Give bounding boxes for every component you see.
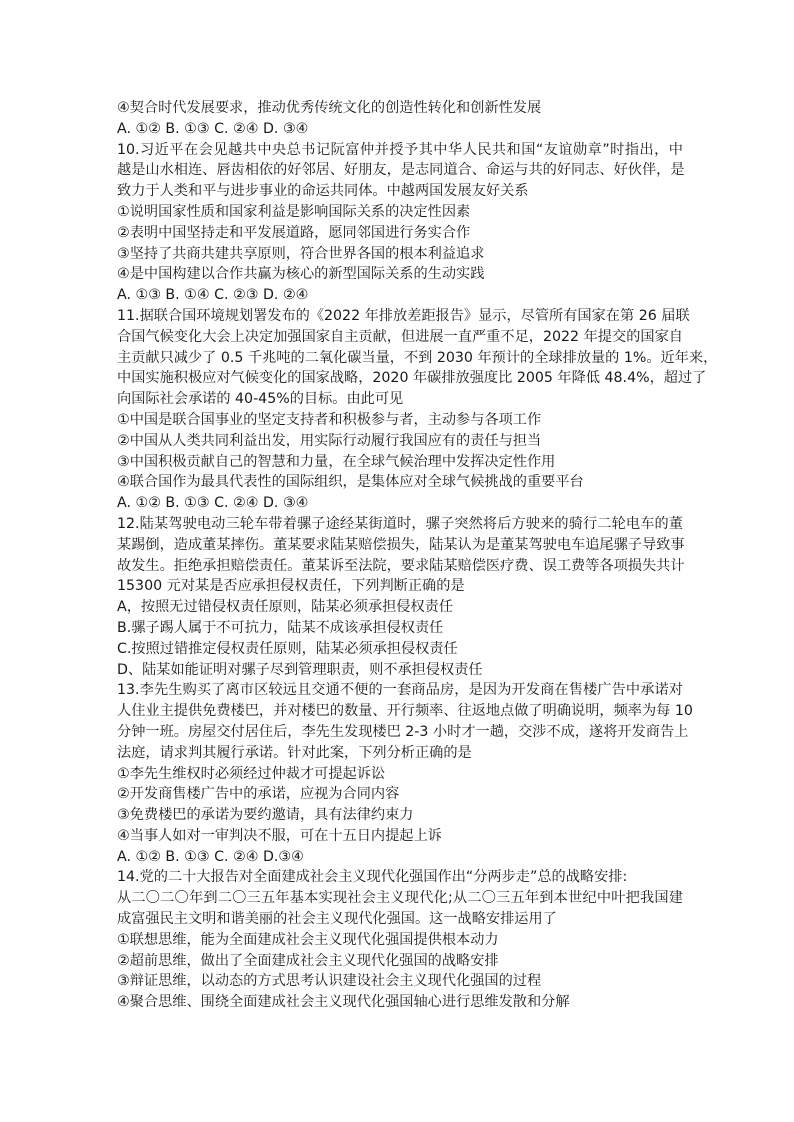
text-line: ④是中国构建以合作共赢为核心的新型国际关系的生动实践	[117, 266, 485, 283]
text-line: 14.党的二十大报告对全面建成社会主义现代化强国作出“分两步走”总的战略安排:	[117, 869, 628, 886]
text-line: 某踢倒，造成董某摔伤。董某要求陆某赔偿损失，陆某认为是董某驾驶电车追尾骡子导致事	[117, 536, 685, 553]
text-line: ①李先生维权时必须经过仲裁才可提起诉讼	[117, 765, 386, 782]
text-line: ③免费楼巴的承诺为要约邀请，具有法律约束力	[117, 807, 414, 824]
text-line: B.骡子踢人属于不可抗力，陆某不成该承担侵权责任	[117, 619, 444, 636]
text-line: ③中国积极贡献自己的智慧和力量，在全球气候治理中发挥决定性作用	[117, 453, 556, 470]
text-line: ②中国从人类共同利益出发，用实际行动履行我国应有的责任与担当	[117, 432, 542, 449]
text-line: C.按照过错推定侵权责任原则，陆某必须承担侵权责任	[117, 640, 458, 657]
text-line: A. ①② B. ①③ C. ②④ D.③④	[117, 848, 304, 865]
text-line: D、陆某如能证明对骡子尽到管理职责，则不承担侵权责任	[117, 661, 483, 678]
text-line: 成富强民主文明和谐美丽的社会主义现代化强国。这一战略安排运用了	[117, 911, 557, 928]
text-line: 合国气候变化大会上决定加强国家自主贡献，但进展一直严重不足，2022 年提交的国家自	[117, 328, 683, 345]
text-line: 11.据联合国环境规划署发布的《2022 年排放差距报告》显示，尽管所有国家在第 26 届联	[117, 307, 690, 324]
text-line: ④聚合思维、围绕全面建成社会主义现代化强国轴心进行思维发散和分解	[117, 994, 570, 1011]
text-line: ①联想思维，能为全面建成社会主义现代化强国提供根本动力	[117, 931, 499, 948]
text-line: ③坚持了共商共建共享原则，符合世界各国的根本利益追求	[117, 245, 485, 262]
exam-page-body	[117, 98, 718, 1013]
text-line: 故发生。拒绝承担赔偿责任。董某诉至法院，要求陆某赔偿医疗费、误工费等各项损失共计	[117, 557, 685, 574]
text-line: 分钟一班。房屋交付居住后，李先生发现楼巴 2-3 小时才一趟，交涉不成，遂将开发商告上	[117, 723, 689, 740]
text-line: ④联合国作为最具代表性的国际组织，是集体应对全球气候挑战的重要平台	[117, 474, 584, 491]
text-line: 15300 元对某是否应承担侵权责任，下列判断正确的是	[117, 578, 465, 595]
text-line: 主贡献只减少了 0.5 千兆吨的二氧化碳当量，不到 2030 年预计的全球排放量的 1%。近年来，	[117, 349, 718, 366]
text-line: 人住业主提供免费楼巴，并对楼巴的数量、开行频率、往返地点做了明确说明，频率为每 10	[117, 703, 693, 720]
text-line: 13.李先生购买了离市区较远且交通不便的一套商品房，是因为开发商在售楼广告中承诺对	[117, 682, 683, 699]
text-line: ④契合时代发展要求，推动优秀传统文化的创造性转化和创新性发展	[117, 100, 542, 116]
text-line: A. ①③ B. ①④ C. ②③ D. ②④	[117, 287, 309, 304]
text-line: ③辩证思维，以动态的方式思考认识建设社会主义现代化强国的过程	[117, 973, 542, 990]
text-line: ①说明国家性质和国家利益是影响国际关系的决定性因素	[117, 203, 471, 220]
text-line: ②超前思维，做出了全面建成社会主义现代化强国的战略安排	[117, 952, 499, 969]
text-line: ②开发商售楼广告中的承诺，应视为合同内容	[117, 786, 400, 803]
text-line: 向国际社会承诺的 40-45%的目标。由此可见	[117, 391, 404, 408]
text-line: 从二〇二〇年到二〇三五年基本实现社会主义现代化;从二〇三五年到本世纪中叶把我国建	[117, 890, 683, 907]
text-line: 12.陆某驾驶电动三轮车带着骡子途经某街道时，骡子突然将后方驶来的骑行二轮电车的董	[117, 515, 683, 532]
text-line: ④当事人如对一审判决不服，可在十五日内提起上诉	[117, 827, 442, 844]
text-line: 法庭，请求判其履行承诺。针对此案，下列分析正确的是	[117, 744, 472, 761]
text-line: 中国实施积极应对气候变化的国家战略，2020 年碳排放强度比 2005 年降低 48.4%，超过了	[117, 370, 707, 387]
text-line: 越是山水相连、唇齿相依的好邻居、好朋友，是志同道合、命运与共的好同志、好伙伴，是	[117, 162, 685, 179]
text-line: A. ①② B. ①③ C. ②④ D. ③④	[117, 495, 309, 512]
text-line: A，按照无过错侵权责任原则，陆某必须承担侵权责任	[117, 599, 454, 616]
text-line: 致力于人类和平与进步事业的命运共同体。中越两国发展友好关系	[117, 183, 529, 200]
text-line: A. ①② B. ①③ C. ②④ D. ③④	[117, 120, 309, 137]
text-line: ①中国是联合国事业的坚定支持者和积极参与者，主动参与各项工作	[117, 411, 542, 428]
text-line: ②表明中国坚持走和平发展道路，愿同邻国进行务实合作	[117, 224, 471, 241]
text-line: 10.习近平在会见越共中央总书记阮富仲并授予其中华人民共和国“友谊勋章”时指出，中	[117, 141, 683, 158]
